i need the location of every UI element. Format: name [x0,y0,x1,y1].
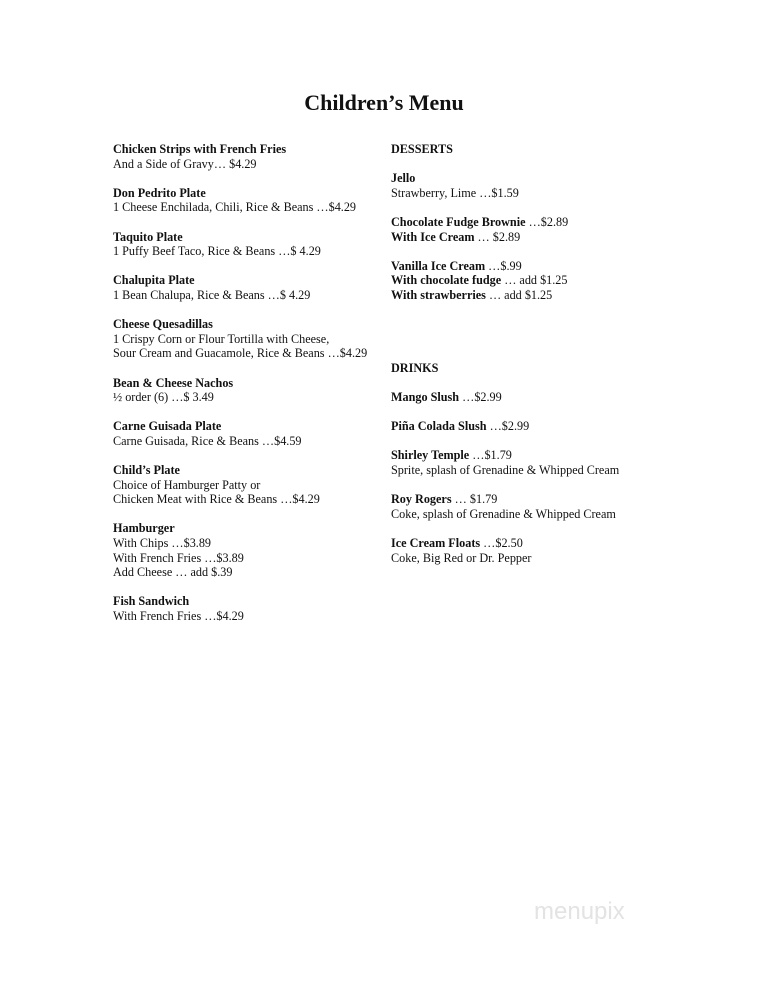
drinks-list [391,390,691,565]
desserts-item-line [391,230,691,245]
menu-item-name: Fish Sandwich [113,594,190,609]
menu-item [113,142,383,171]
menu-item-description: Carne Guisada, Rice & Beans …$4.59 [113,433,302,448]
desserts-item-line [391,186,691,201]
desserts-item-name: With chocolate fudge [391,273,502,288]
drinks-item-line [391,390,691,405]
menu-item-name: Hamburger [113,521,175,536]
page-title: Children’s Menu [304,90,464,115]
menu-item-description: Sour Cream and Guacamole, Rice & Beans …$4.29 [113,346,368,361]
menu-item-description: 1 Cheese Enchilada, Chili, Rice & Beans …$4.29 [113,200,357,215]
menu-item-description: 1 Bean Chalupa, Rice & Beans …$ 4.29 [113,287,311,302]
desserts-item-line [391,288,691,303]
desserts-item-line [391,215,691,230]
desserts-item-detail: … add $1.25 [485,287,553,302]
menu-item-name: Don Pedrito Plate [113,185,206,200]
menu-item [113,376,383,405]
menu-item-description: 1 Crispy Corn or Flour Tortilla with Cheese, [113,331,330,346]
drinks-item-line [391,551,691,566]
desserts-item-name: With Ice Cream [391,229,475,244]
menu-item-name: Bean & Cheese Nachos [113,375,234,390]
desserts-item [391,259,691,303]
desserts-item-name: With strawberries [391,287,486,302]
desserts-item-detail: … $2.89 [474,229,521,244]
menu-item-name: Chicken Strips with French Fries [113,142,287,156]
menu-item-name: Carne Guisada Plate [113,419,222,434]
drinks-item-detail: …$2.99 [486,419,530,434]
drinks-item-line [391,507,691,522]
drinks-item-line [391,536,691,551]
drinks-item-name: Shirley Temple [391,448,470,463]
left-column [113,142,383,638]
menu-item-description: Choice of Hamburger Patty or [113,477,261,492]
desserts-item-detail: …$2.89 [525,214,569,229]
desserts-item-line [391,273,691,288]
desserts-item [391,215,691,244]
drinks-item-detail: Sprite, splash of Grenadine & Whipped Cream [391,463,620,478]
desserts-item-name: Chocolate Fudge Brownie [391,214,526,229]
desserts-list [391,171,691,302]
drinks-item-name: Roy Rogers [391,492,452,507]
menu-item [113,317,383,361]
menu-item [113,186,383,215]
menu-item-name: Child’s Plate [113,463,180,478]
desserts-item-detail: … add $1.25 [501,273,568,288]
drinks-item-line [391,448,691,463]
desserts-item-line [391,259,691,274]
drinks-item-detail: Coke, Big Red or Dr. Pepper [391,550,532,565]
watermark-logo: menupix [534,898,625,925]
desserts-item [391,171,691,200]
drinks-item-name: Mango Slush [391,390,460,405]
drinks-item-detail: …$1.79 [469,448,512,463]
menu-item-description: With Chips …$3.89 [113,536,212,551]
menu-item [113,419,383,448]
desserts-item-detail: …$.99 [485,258,522,273]
drinks-item [391,492,691,521]
menu-item [113,521,383,579]
drinks-item [391,419,691,434]
menu-item-description: Add Cheese … add $.39 [113,565,233,580]
desserts-item-name: Vanilla Ice Cream [391,258,486,273]
right-column [391,142,691,580]
drinks-section [391,361,691,565]
menu-item-name: Taquito Plate [113,229,183,244]
menu-item [113,230,383,259]
drinks-item-detail: …$2.99 [459,390,502,405]
desserts-section [391,142,691,303]
menu-item-description: ½ order (6) …$ 3.49 [113,390,214,405]
drinks-item-name: Piña Colada Slush [391,419,487,434]
menu-item-description: With French Fries …$3.89 [113,550,244,565]
menu-item [113,594,383,623]
drinks-item-detail: Coke, splash of Grenadine & Whipped Cream [391,506,616,521]
menu-item [113,273,383,302]
drinks-item-line [391,463,691,478]
menu-item-description: With French Fries …$4.29 [113,609,244,623]
drinks-item-line [391,419,691,434]
menu-item-name: Chalupita Plate [113,273,195,288]
menu-item-description: 1 Puffy Beef Taco, Rice & Beans …$ 4.29 [113,244,321,259]
drinks-item-detail: … $1.79 [451,492,498,507]
drinks-item [391,536,691,565]
drinks-item-detail: …$2.50 [480,536,523,551]
menu-item-description: Chicken Meat with Rice & Beans …$4.29 [113,492,320,507]
menu-item [113,463,383,507]
menu-item-description: And a Side of Gravy… $4.29 [113,156,257,171]
drinks-item-line [391,492,691,507]
desserts-item-line [391,171,691,186]
drinks-heading: DRINKS [391,360,439,375]
desserts-item-name: Jello [391,171,416,186]
desserts-heading: DESSERTS [391,142,453,156]
menu-item-name: Cheese Quesadillas [113,317,213,332]
desserts-item-detail: Strawberry, Lime …$1.59 [391,185,519,200]
drinks-item-name: Ice Cream Floats [391,536,481,551]
drinks-item [391,448,691,477]
drinks-item [391,390,691,405]
